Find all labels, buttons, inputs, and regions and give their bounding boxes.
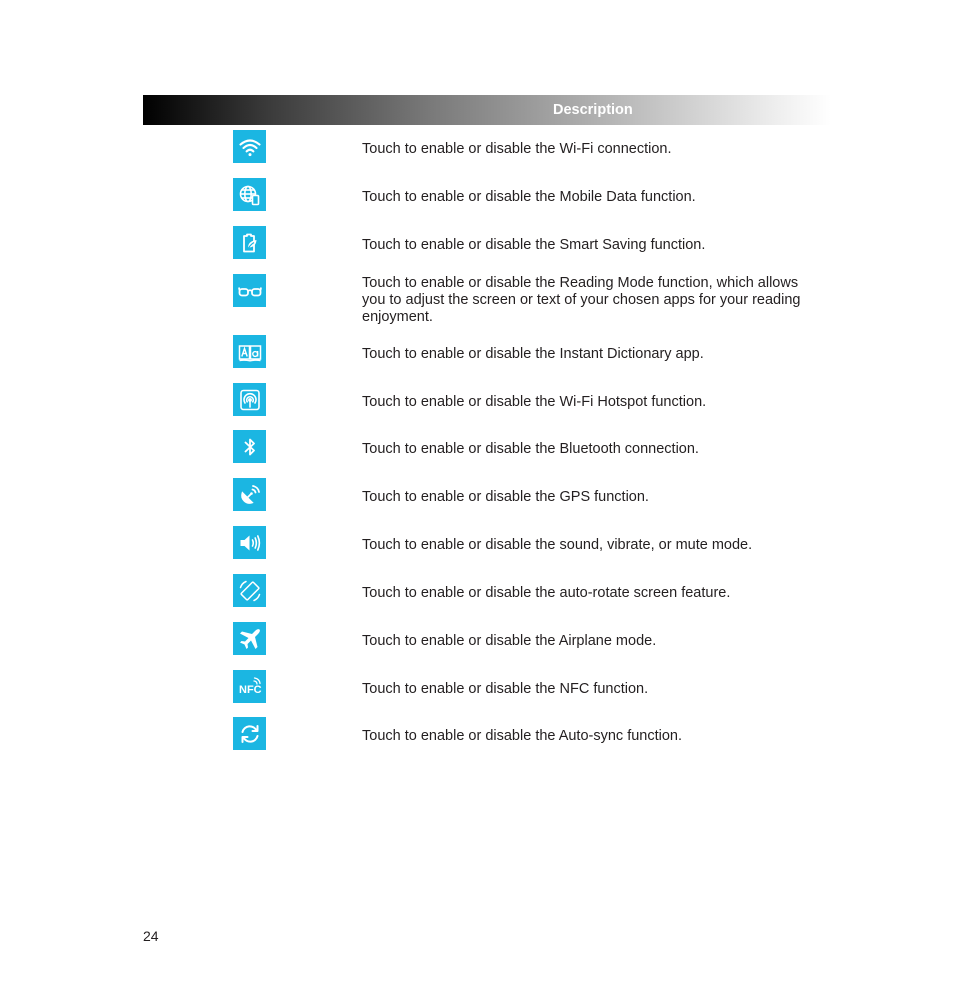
auto-rotate-icon — [233, 574, 266, 607]
instant-dictionary-icon — [233, 335, 266, 368]
row-description: Touch to enable or disable the Wi-Fi Hotspot function. — [362, 394, 707, 410]
row-description: Touch to enable or disable the GPS function. — [362, 489, 649, 505]
table-header-bar — [143, 95, 831, 125]
row-description: Touch to enable or disable the NFC function. — [362, 681, 649, 697]
row-description: Touch to enable or disable the auto-rotate screen feature. — [362, 585, 731, 601]
row-description: Touch to enable or disable the Airplane mode. — [362, 633, 657, 649]
row-description: Touch to enable or disable the Instant Dictionary app. — [362, 346, 704, 362]
wifi-hotspot-icon — [233, 383, 266, 416]
description-header: Description — [553, 102, 633, 118]
row-description: Touch to enable or disable the Auto-sync function. — [362, 728, 683, 744]
row-description: Touch to enable or disable the Mobile Data function. — [362, 189, 696, 205]
airplane-icon — [233, 622, 266, 655]
gps-icon — [233, 478, 266, 511]
page-number: 24 — [143, 928, 159, 944]
auto-sync-icon — [233, 717, 266, 750]
smart-saving-icon — [233, 226, 266, 259]
sound-icon — [233, 526, 266, 559]
row-description: Touch to enable or disable the Smart Saving function. — [362, 237, 706, 253]
row-description: Touch to enable or disable the Bluetooth connection. — [362, 441, 699, 457]
bluetooth-icon — [233, 430, 266, 463]
row-description: Touch to enable or disable the Reading Mode function, which allows you to adjust the screen or text of your chosen apps for your reading enjoyment. — [362, 275, 801, 325]
row-description: Touch to enable or disable the Wi-Fi connection. — [362, 141, 672, 157]
nfc-icon — [233, 670, 266, 703]
reading-mode-icon — [233, 274, 266, 307]
mobile-data-icon — [233, 178, 266, 211]
wifi-icon — [233, 130, 266, 163]
nfc-icon-text: NFC — [238, 683, 262, 696]
row-description: Touch to enable or disable the sound, vibrate, or mute mode. — [362, 537, 753, 553]
